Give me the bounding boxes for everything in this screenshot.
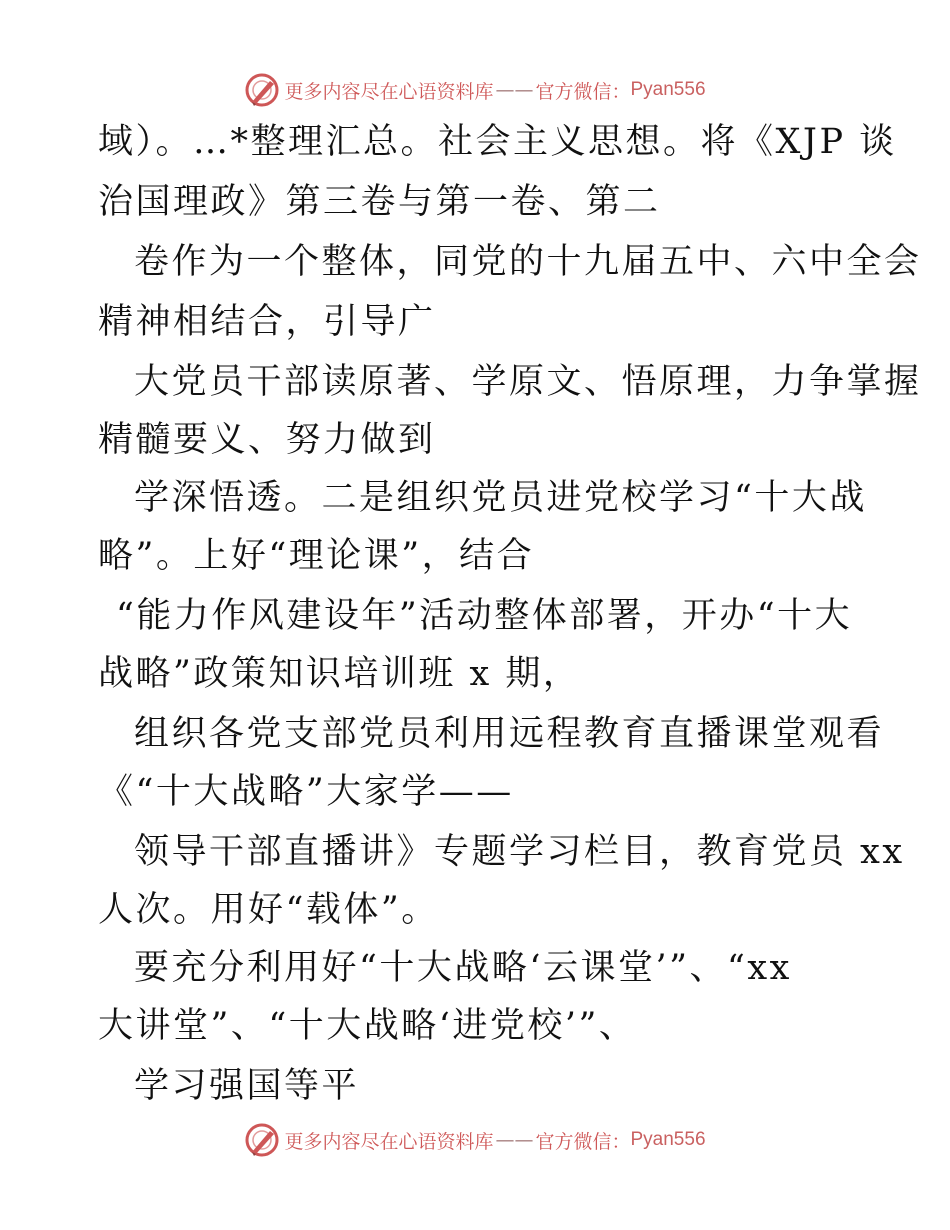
pen-circle-logo-icon (244, 1122, 280, 1158)
text-line: 组织各党支部党员利用远程教育直播课堂观看 (134, 714, 885, 754)
text-line: 领导干部直播讲》专题学习栏目，教育党员 xx (134, 832, 905, 872)
watermark-contact-label: 官方微信： (535, 1130, 631, 1153)
watermark-contact-id: Pyan556 (630, 1129, 706, 1150)
text-line: 精神相结合，引导广 (98, 302, 436, 342)
text-line: 人次。用好“载体”。 (98, 890, 439, 930)
text-line: 大讲堂”、“十大战略‘进党校’”、 (98, 1006, 637, 1046)
watermark-contact-label: 官方微信： (535, 80, 631, 103)
text-line: 学习强国等平 (134, 1066, 360, 1106)
text-line: 治国理政》第三卷与第一卷、第二 (98, 182, 661, 222)
text-line: 学深悟透。二是组织党员进党校学习“十大战 (134, 478, 867, 518)
text-line: 战略”政策知识培训班 x 期， (98, 654, 581, 694)
text-line: 要充分利用好“十大战略‘云课堂’”、“xx (134, 948, 792, 988)
header-watermark (0, 70, 950, 110)
text-line: 大党员干部读原著、学原文、悟原理，力争掌握 (134, 362, 922, 402)
watermark-contact-id: Pyan556 (630, 79, 706, 100)
text-line: 域）。…*整理汇总。社会主义思想。将《XJP 谈 (98, 122, 897, 162)
text-line: 精髓要义、努力做到 (98, 420, 436, 460)
text-line: 卷作为一个整体，同党的十九届五中、六中全会 (134, 242, 922, 282)
pen-circle-logo-icon (244, 72, 280, 108)
watermark-separator: —— (495, 1129, 534, 1151)
watermark-text: 更多内容尽在心语资料库 (284, 1130, 494, 1153)
watermark-text: 更多内容尽在心语资料库 (284, 80, 494, 103)
watermark-separator: —— (495, 79, 534, 101)
text-line: “能力作风建设年”活动整体部署，开办“十大 (116, 596, 853, 636)
text-line: 略”。上好“理论课”，结合 (98, 536, 535, 576)
footer-watermark (0, 1120, 950, 1160)
text-line: 《“十大战略”大家学—— (98, 772, 514, 812)
